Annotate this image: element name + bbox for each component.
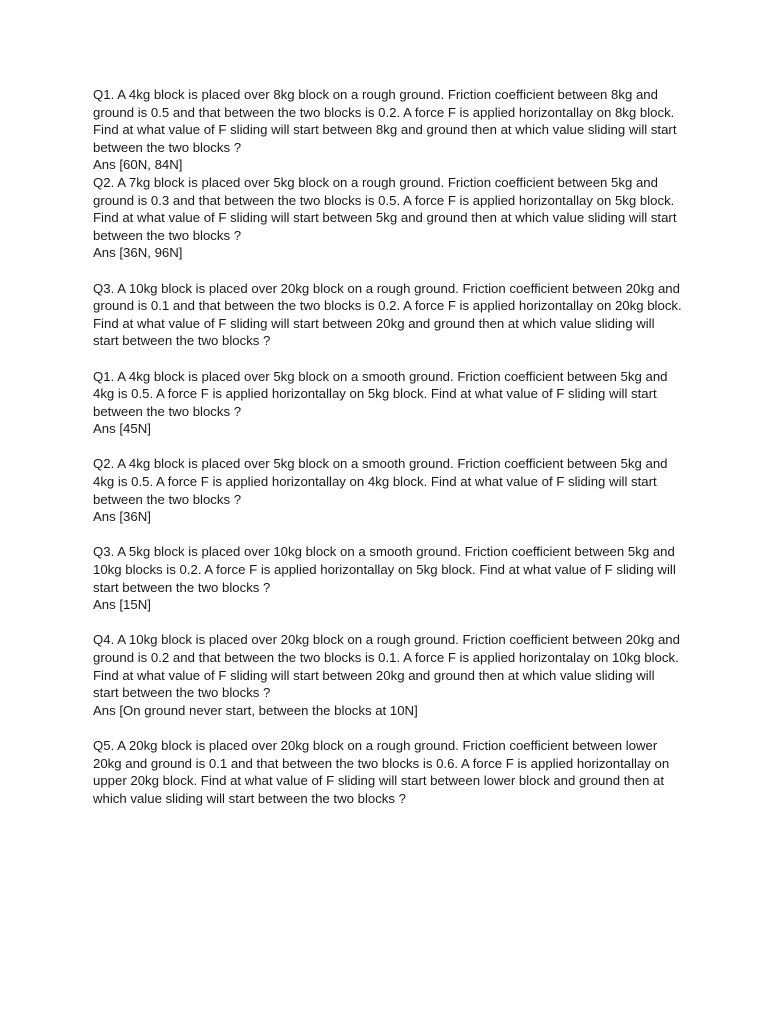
question-text: Q1. A 4kg block is placed over 8kg block on a rough ground. Friction coefficient between 8kg and ground is 0.5 and that between the two blocks is 0.2. A force F is applied horizontallay on 8kg block. Find at what value of F sliding will start between 8kg and ground then at which value sliding will start between the two blocks ? bbox=[93, 87, 677, 155]
answer-text: Ans [45N] bbox=[93, 421, 151, 437]
answer-text: Ans [36N] bbox=[93, 509, 151, 525]
question-block-q5 bbox=[93, 737, 683, 807]
paragraph-spacer bbox=[93, 719, 683, 737]
question-block-q4 bbox=[93, 631, 683, 719]
question-block-q3-smooth bbox=[93, 543, 683, 613]
question-text: Q5. A 20kg block is placed over 20kg block on a rough ground. Friction coefficient between lower 20kg and ground is 0.1 and that between the two blocks is 0.6. A force F is applied horizontallay on upper 20kg block. Find at what value of F sliding will start between lower block and ground then at which value sliding will start between the two blocks ? bbox=[93, 737, 670, 806]
answer-text: Ans [36N, 96N] bbox=[93, 245, 183, 261]
question-text: Q3. A 5kg block is placed over 10kg block on a smooth ground. Friction coefficient between 5kg and 10kg blocks is 0.2. A force F is applied horizontallay on 5kg block. Find at what value of F sliding will start between the two blocks ? bbox=[93, 544, 676, 595]
question-text: Q1. A 4kg block is placed over 5kg block on a smooth ground. Friction coefficient between 5kg and 4kg is 0.5. A force F is applied horizontallay on 5kg block. Find at what value of F sliding will start between the two blocks ? bbox=[93, 368, 668, 419]
question-block-q1-smooth bbox=[93, 368, 683, 438]
question-block-q2-rough bbox=[93, 174, 683, 262]
question-text: Q3. A 10kg block is placed over 20kg block on a rough ground. Friction coefficient between 20kg and ground is 0.1 and that between the two blocks is 0.2. A force F is applied horizontallay on 20kg block. Find at what value of F sliding will start between 20kg and ground then at which value sliding will start between the two blocks ? bbox=[93, 280, 682, 349]
paragraph-spacer bbox=[93, 438, 683, 456]
paragraph-spacer bbox=[93, 262, 683, 280]
answer-text: Ans [15N] bbox=[93, 597, 151, 613]
paragraph-spacer bbox=[93, 350, 683, 368]
question-text: Q2. A 4kg block is placed over 5kg block on a smooth ground. Friction coefficient between 5kg and 4kg is 0.5. A force F is applied horizontallay on 4kg block. Find at what value of F sliding will start between the two blocks ? bbox=[93, 456, 668, 507]
document-body bbox=[93, 86, 683, 807]
paragraph-spacer bbox=[93, 526, 683, 544]
question-text: Q2. A 7kg block is placed over 5kg block on a rough ground. Friction coefficient between 5kg and ground is 0.3 and that between the two blocks is 0.5. A force F is applied horizontallay on 5kg block. Find at what value of F sliding will start between 5kg and ground then at which value sliding will start between the two blocks ? bbox=[93, 174, 677, 243]
answer-text: Ans [On ground never start, between the blocks at 10N] bbox=[93, 702, 418, 718]
question-block-q1-rough bbox=[93, 86, 683, 174]
question-block-q3-rough bbox=[93, 280, 683, 350]
question-block-q2-smooth bbox=[93, 455, 683, 525]
paragraph-spacer bbox=[93, 614, 683, 632]
question-text: Q4. A 10kg block is placed over 20kg block on a rough ground. Friction coefficient between 20kg and ground is 0.2 and that between the two blocks is 0.1. A force F is applied horizontalay on 10kg block. Find at what value of F sliding will start between 20kg and ground then at which value sliding will start between the two blocks ? bbox=[93, 632, 680, 701]
answer-text: Ans [60N, 84N] bbox=[93, 157, 183, 173]
